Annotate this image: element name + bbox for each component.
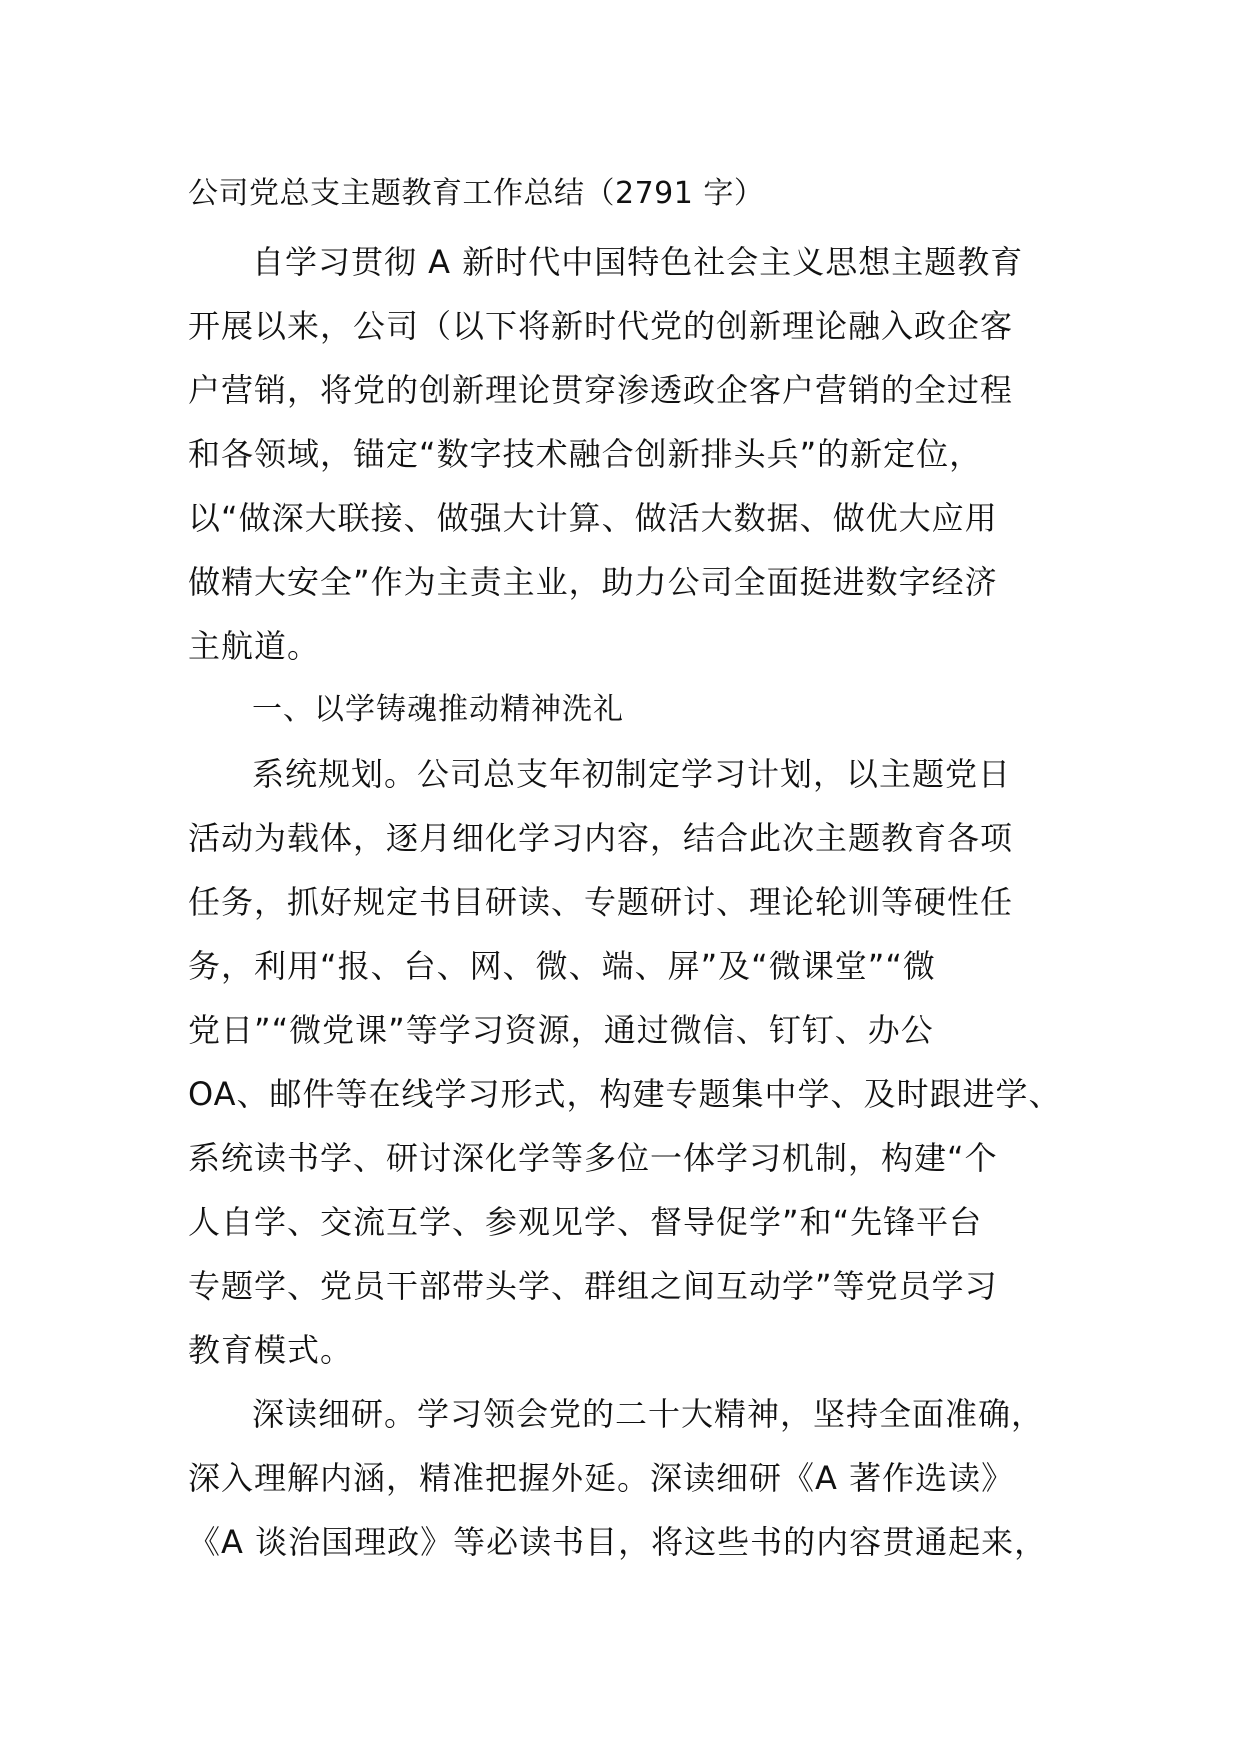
text-line: 活动为载体，逐月细化学习内容，结合此次主题教育各项 [188, 819, 1014, 857]
text-line: 做精大安全”作为主责主业，助力公司全面挺进数字经济 [188, 563, 998, 601]
text-line: 开展以来，公司（以下将新时代党的创新理论融入政企客 [188, 307, 1014, 345]
text-line: 以“做深大联接、做强大计算、做活大数据、做优大应用 [188, 499, 998, 537]
text-line: 户营销，将党的创新理论贯穿渗透政企客户营销的全过程 [188, 371, 1014, 409]
text-line: 任务，抓好规定书目研读、专题研讨、理论轮训等硬性任 [188, 883, 1014, 921]
text-line: OA、邮件等在线学习形式，构建专题集中学、及时跟进学、 [188, 1075, 1062, 1113]
paragraph-deep-reading [188, 1382, 1078, 1574]
text-line: 专题学、党员干部带头学、群组之间互动学”等党员学习 [188, 1267, 998, 1305]
document-body [188, 170, 1078, 1574]
text-line: 自学习贯彻 A 新时代中国特色社会主义思想主题教育 [252, 243, 1024, 281]
text-line: 《A 谈治国理政》等必读书目，将这些书的内容贯通起来， [188, 1523, 1048, 1561]
text-line: 系统规划。公司总支年初制定学习计划，以主题党日 [252, 755, 1012, 793]
text-line: 深读细研。学习领会党的二十大精神，坚持全面准确， [252, 1395, 1045, 1433]
section-heading-text: 一、以学铸魂推动精神洗礼 [252, 692, 624, 727]
text-line: 和各领域，锚定“数字技术融合创新排头兵”的新定位， [188, 435, 983, 473]
text-line: 党日”“微党课”等学习资源，通过微信、钉钉、办公 [188, 1011, 934, 1049]
text-line: 深入理解内涵，精准把握外延。深读细研《A 著作选读》 [188, 1459, 1015, 1497]
text-line: 教育模式。 [188, 1331, 354, 1369]
paragraph-planning [188, 742, 1078, 1382]
document-title: 公司党总支主题教育工作总结（2791 字） [188, 176, 765, 211]
section-heading [188, 678, 1078, 742]
text-line: 系统读书学、研讨深化学等多位一体学习机制，构建“个 [188, 1139, 998, 1177]
paragraph-intro [188, 230, 1078, 678]
text-line: 人自学、交流互学、参观见学、督导促学”和“先锋平台 [188, 1203, 983, 1241]
text-line: 主航道。 [188, 627, 321, 665]
text-line: 务，利用“报、台、网、微、端、屏”及“微课堂”“微 [188, 947, 936, 985]
